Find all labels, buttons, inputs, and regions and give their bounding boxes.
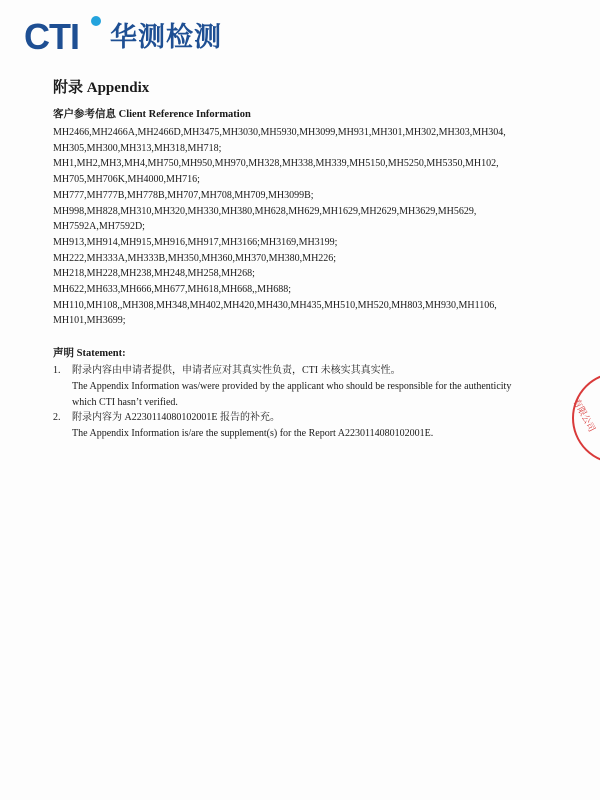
logo-brand-latin: CTI bbox=[24, 16, 79, 57]
statement-item bbox=[53, 410, 553, 441]
cti-logo bbox=[24, 14, 234, 58]
model-list-line: MH622,MH633,MH666,MH677,MH618,MH668,,MH688; bbox=[53, 284, 292, 296]
logo-brand-chinese: 华测检测 bbox=[110, 22, 222, 53]
statement-line: 附录内容由申请者提供，申请者应对其真实性负责，CTI 未核实其真实性。 bbox=[72, 365, 401, 377]
model-list-line: MH305,MH300,MH313,MH318,MH718; bbox=[53, 142, 222, 154]
model-list-line: MH110,MH108,,MH308,MH348,MH402,MH420,MH430,MH435,MH510,MH520,MH803,MH930,MH1106, bbox=[53, 299, 497, 311]
model-list-line: MH998,MH828,MH310,MH320,MH330,MH380,MH628,MH629,MH1629,MH2629,MH3629,MH5629, bbox=[53, 205, 477, 217]
client-reference-heading: 客户参考信息 Client Reference Information bbox=[53, 109, 251, 120]
company-seal-stamp bbox=[572, 372, 600, 464]
statement-number: 2. bbox=[53, 412, 61, 424]
model-list-line: MH1,MH2,MH3,MH4,MH750,MH950,MH970,MH328,MH338,MH339,MH5150,MH5250,MH5350,MH102, bbox=[53, 158, 499, 170]
statement-heading: 声明 Statement: bbox=[53, 348, 126, 360]
appendix-title: 附录 Appendix bbox=[53, 80, 150, 96]
model-list-line: MH101,MH3699; bbox=[53, 315, 126, 327]
model-list-line: MH2466,MH2466A,MH2466D,MH3475,MH3030,MH5930,MH3099,MH931,MH301,MH302,MH303,MH304, bbox=[53, 127, 506, 138]
document-body bbox=[53, 78, 553, 442]
statement-line: The Appendix Information was/were provided by the applicant who should be responsible for the authenticity bbox=[72, 380, 512, 392]
model-list-line: MH913,MH914,MH915,MH916,MH917,MH3166;MH3169,MH3199; bbox=[53, 236, 338, 248]
statement-line: The Appendix Information is/are the supplement(s) for the Report A2230114080102001E. bbox=[72, 427, 434, 439]
model-list-line: MH222,MH333A,MH333B,MH350,MH360,MH370,MH380,MH226; bbox=[53, 252, 337, 264]
model-list-line: MH218,MH228,MH238,MH248,MH258,MH268; bbox=[53, 268, 255, 280]
statement-line: which CTI hasn’t verified. bbox=[72, 396, 178, 408]
stamp-text: 有限公司 bbox=[570, 397, 597, 434]
model-list bbox=[53, 125, 553, 329]
model-list-line: MH7592A,MH7592D; bbox=[53, 221, 145, 233]
statement-number: 1. bbox=[53, 365, 61, 377]
model-list-line: MH777,MH777B,MH778B,MH707,MH708,MH709,MH3099B; bbox=[53, 189, 314, 201]
logo-dot-icon bbox=[91, 16, 101, 26]
statement-item bbox=[53, 363, 553, 410]
model-list-line: MH705,MH706K,MH4000,MH716; bbox=[53, 174, 200, 186]
statement-line: 附录内容为 A2230114080102001E 报告的补充。 bbox=[72, 412, 280, 424]
